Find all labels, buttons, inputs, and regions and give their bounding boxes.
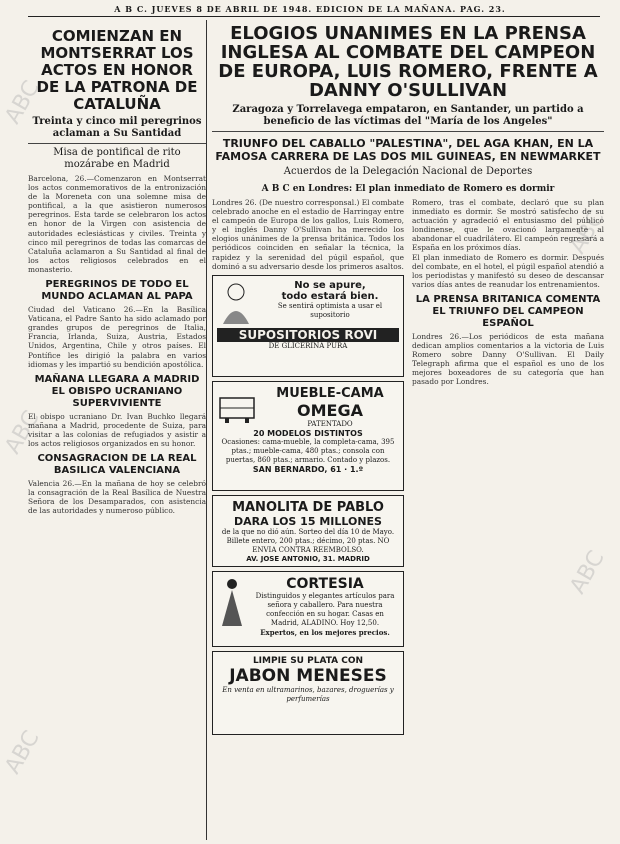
left-body-4: Valencia 26.—En la mañana de hoy se celebró la consagración de la Real Basílica de Nuestra Señora de los Desamparados, con asistencia de las autoridades y numeroso público. [28, 479, 206, 516]
ad-omega-patent: PATENTADO [307, 419, 353, 428]
right-area [212, 20, 604, 840]
right-body-2: Romero, tras el combate, declaró que su plan inmediato es dormir. Se mostró satisfecho de su actuación y agradeció el entusiasmo del público londinense, que le ovacionó largamente al abandonar el cuadrilátero. El campeón regresará a España en los próximos días. [412, 198, 604, 253]
right-body-4: Londres 26.—Los periódicos de esta mañana dedican amplios comentarios a la victoria de Luis Romero sobre Danny O'Sullivan. El Daily Telegraph afirma que el español es uno de los mejores boxeadores de su categoría que han pasado por Londres. [412, 331, 604, 387]
left-section-title-4: CONSAGRACION DE LA REAL BASILICA VALENCIANA [37, 453, 197, 477]
left-section-title-3: MAÑANA LLEGARA A MADRID EL OBISPO UCRANIANO SUPERVIVIENTE [34, 373, 200, 409]
watermark: ABC [0, 76, 45, 129]
woman-illustration [217, 280, 255, 324]
ad-omega-models: 20 MODELOS DISTINTOS [253, 428, 363, 438]
ad-cortesia-tag: Expertos, en los mejores precios. [260, 627, 390, 637]
ad-cortesia-title: CORTESIA [286, 575, 364, 592]
right-column-a [212, 198, 404, 739]
header-rule [28, 16, 600, 17]
ad-omega-desc: Ocasiones: cama-mueble, la completa-cama, 395 ptas.; mueble-cama, 480 ptas.; consola con puertas, 860 ptas.; armario. Contado y plazos. [221, 437, 395, 464]
ad-cortesia-body: Distinguidos y elegantes artículos para señora y caballero. Para nuestra confección en su hogar. Casas en Madrid, ALADINO. Hoy 12,50. [255, 591, 395, 627]
ad-rovi-brand: SUPOSITORIOS ROVI [217, 328, 399, 342]
ad-omega-address: SAN BERNARDO, 61 · 1.º [252, 464, 364, 474]
left-column [28, 20, 207, 840]
ad-cortesia [212, 571, 404, 647]
left-body-3: El obispo ucraniano Dr. Ivan Buchko llegará mañana a Madrid, procedente de Suiza, para visitar a las colonias de refugiados y asistir a los actos religiosos organizados en su honor. [28, 411, 206, 448]
ad-rovi-tag-2: todo estará bien. [281, 290, 379, 302]
figure-illustration [217, 576, 247, 628]
right-body-3: El plan inmediato de Romero es dormir. Después del combate, en el hotel, el púgil español atendió a los periodistas y manifestó su deseo de descansar varios días antes de reanudar los entrenamientos. [412, 252, 604, 289]
right-deck-2: Acuerdos de la Delegación Nacional de Deportes [283, 166, 533, 177]
ad-rovi-tag-1: No se apure, [294, 279, 366, 291]
watermark: ABC [0, 406, 45, 459]
ad-jabon-brand: JABON MENESES [229, 665, 387, 686]
watermark: ABC [0, 726, 45, 779]
left-body-2: Ciudad del Vaticano 26.—En la Basílica Vaticana, el Padre Santo ha sido aclamado por grandes grupos de peregrinos de Italia, Francia, Irlanda, Suiza, Austria, Estados Unidos, Argentina, Chile y otros países. El Pontífice les dirigió la palabra en varios idiomas y les impartió su bendición apostólica. [28, 305, 206, 369]
right-kicker: A B C en Londres: El plan inmediato de Romero es dormir [261, 184, 555, 194]
ad-omega-brand-2: OMEGA [297, 400, 363, 420]
watermark: ABC [565, 546, 610, 599]
right-headline-2: TRIUNFO DEL CABALLO "PALESTINA", DEL AGA KHAN, EN LA FAMOSA CARRERA DE LAS DOS MIL GUINEAS, EN NEWMARKET [215, 137, 601, 163]
ad-manolita-address: AV. JOSE ANTONIO, 31. MADRID [246, 554, 370, 563]
right-body-1: Londres 26. (De nuestro corresponsal.) El combate celebrado anoche en el estadio de Harringay entre el campeón de Europa de los gallos, Luis Romero, y el inglés Danny O'Sullivan ha merecido los elogios unánimes de la prensa británica. Todos los periódicos coinciden en señalar la técnica, la rapidez y la serenidad del púgil español, que dominó a su adversario desde los primeros asaltos. [212, 198, 404, 271]
left-body-1: Barcelona, 26.—Comenzaron en Montserrat los actos conmemorativos de la entronización de la Moreneta con una solemne misa de pontifical, a la que asistieron numerosos peregrinos. Esta tarde se celebraron los actos en honor de la Virgen con asistencia de autoridades eclesiásticas y civiles. Treinta y cinco mil peregrinos de todas las comarcas de Cataluña aclamaron a Su Santidad al final de los actos religiosos celebrados en el monasterio. [28, 174, 206, 274]
ad-rovi [212, 275, 404, 377]
ad-jabon-top: LIMPIE SU PLATA CON [252, 655, 364, 666]
ad-manolita-title: MANOLITA DE PABLO [232, 499, 384, 515]
watermark: ABC [565, 206, 610, 259]
furniture-illustration [217, 390, 257, 424]
left-section-title-2: PEREGRINOS DE TODO EL MUNDO ACLAMAN AL PAPA [41, 279, 193, 303]
right-deck-1: Zaragoza y Torrelavega empataron, en Santander, un partido a beneficio de las víctimas del "María de los Angeles" [232, 104, 584, 127]
right-columns [212, 198, 604, 739]
right-headline: ELOGIOS UNANIMES EN LA PRENSA INGLESA AL COMBATE DEL CAMPEON DE EUROPA, LUIS ROMERO, FRENTE A DANNY O'SULLIVAN [218, 23, 598, 101]
left-deck-1: Treinta y cinco mil peregrinos aclaman a Su Santidad [32, 116, 202, 139]
ad-manolita-body: de la que no dió aún. Sorteo del día 10 de Mayo. Billete entero, 200 ptas.; décimo, 20 ptas. NO ENVIA CONTRA REEMBOLSO. [221, 527, 395, 554]
right-section-title: LA PRENSA BRITANICA COMENTA EL TRIUNFO DEL CAMPEON ESPAÑOL [415, 293, 601, 329]
left-headline: COMIENZAN EN MONTSERRAT LOS ACTOS EN HONOR DE LA PATRONA DE CATALUÑA [36, 27, 198, 113]
ad-rovi-sub: DE GLICERINA PURA [268, 341, 348, 350]
ad-jabon-foot: En venta en ultramarinos, bazares, droguerías y perfumerías [222, 685, 394, 703]
divider [28, 143, 206, 144]
ad-omega [212, 381, 404, 491]
ad-manolita-sub: DARA LOS 15 MILLONES [234, 514, 382, 528]
right-column-b [412, 198, 604, 739]
divider [212, 131, 604, 132]
ad-manolita [212, 495, 404, 567]
page-header: A B C. JUEVES 8 DE ABRIL DE 1948. EDICION DE LA MAÑANA. PAG. 23. [114, 4, 506, 14]
ad-jabon [212, 651, 404, 735]
ad-rovi-tag-3: Se sentirá optimista a usar el supositorio [277, 301, 383, 319]
ad-omega-brand-1: MUEBLE-CAMA [276, 385, 384, 401]
left-deck-2: Misa de pontifical de rito mozárabe en Madrid [53, 147, 181, 170]
